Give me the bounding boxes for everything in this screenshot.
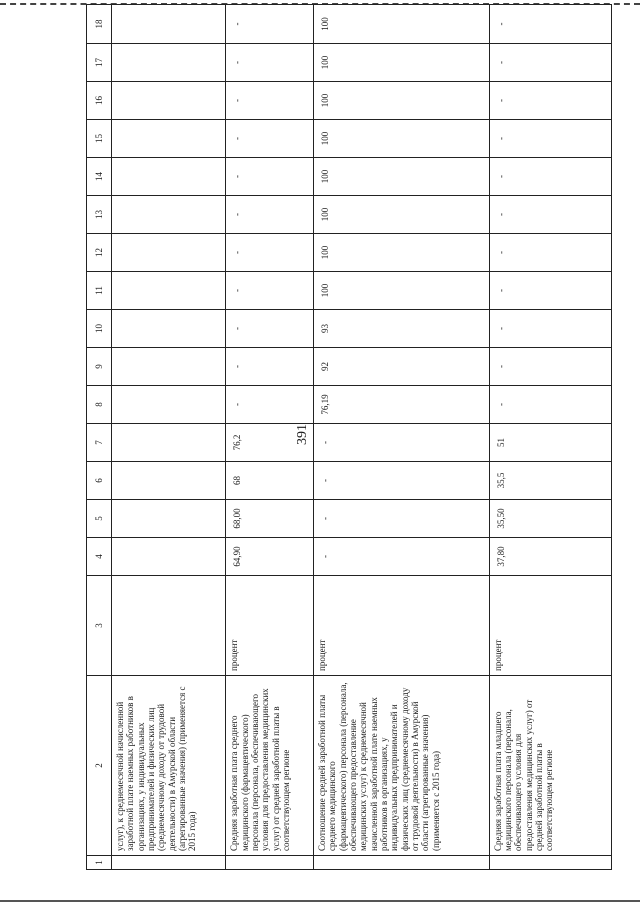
value-cell: - bbox=[489, 120, 611, 158]
value-cell bbox=[112, 462, 226, 500]
value-cell bbox=[112, 82, 226, 120]
value-cell: 100 bbox=[314, 272, 490, 310]
value-cell: - bbox=[226, 82, 314, 120]
column-header: 14 bbox=[87, 158, 112, 196]
value-cell: - bbox=[226, 44, 314, 82]
column-header: 15 bbox=[87, 120, 112, 158]
value-cell bbox=[112, 44, 226, 82]
column-header: 4 bbox=[87, 538, 112, 576]
column-header: 12 bbox=[87, 234, 112, 272]
value-cell bbox=[112, 158, 226, 196]
unit-cell: процент bbox=[314, 576, 490, 676]
column-header: 2 bbox=[87, 676, 112, 856]
value-cell bbox=[112, 196, 226, 234]
value-cell bbox=[112, 310, 226, 348]
value-cell: - bbox=[226, 120, 314, 158]
column-header: 8 bbox=[87, 386, 112, 424]
value-cell: 68 bbox=[226, 462, 314, 500]
value-cell: 100 bbox=[314, 44, 490, 82]
value-cell: - bbox=[489, 82, 611, 120]
value-cell: 37,80 bbox=[489, 538, 611, 576]
row-number-cell bbox=[314, 856, 490, 870]
header-row bbox=[87, 5, 112, 870]
value-cell: - bbox=[314, 424, 490, 462]
row-number-cell bbox=[112, 856, 226, 870]
value-cell: - bbox=[489, 310, 611, 348]
bottom-border bbox=[0, 900, 640, 902]
value-cell bbox=[112, 348, 226, 386]
value-cell: 64,90 bbox=[226, 538, 314, 576]
column-header: 10 bbox=[87, 310, 112, 348]
value-cell: 100 bbox=[314, 196, 490, 234]
value-cell: - bbox=[489, 234, 611, 272]
unit-cell: процент bbox=[226, 576, 314, 676]
indicator-name-cell: Средняя заработная плата среднего медицинского (фармацевтического) персонала (персонала, обеспечивающего условия для предоставления медицинских услуг) от средней заработной платы в соответствующем регионе bbox=[226, 676, 314, 856]
row-number-cell bbox=[226, 856, 314, 870]
column-header: 11 bbox=[87, 272, 112, 310]
value-cell: - bbox=[226, 272, 314, 310]
unit-cell: процент bbox=[489, 576, 611, 676]
indicator-name-cell: Средняя заработная плата младшего медицинского персонала (персонала, обеспечивающего условия для предоставления медицинских услуг) от средней заработной платы в соответствующем регионе bbox=[489, 676, 611, 856]
value-cell: - bbox=[226, 348, 314, 386]
value-cell: - bbox=[314, 500, 490, 538]
table-row bbox=[226, 5, 314, 870]
indicator-name-cell: Соотношение средней заработной платы среднего медицинского (фармацевтического) персонала (персонала, обеспечивающего предоставление медицинских услуг) к среднемесячной начисленной заработной плате наемных работников в организациях, у индивидуальных предпринимателей и физических лиц (среднемесячному доходу от трудовой деятельности) в Амурской области (агрегированные значения) (применяется с 2015 года) bbox=[314, 676, 490, 856]
value-cell: 100 bbox=[314, 82, 490, 120]
value-cell: - bbox=[226, 310, 314, 348]
value-cell: - bbox=[226, 5, 314, 44]
value-cell bbox=[112, 5, 226, 44]
value-cell: - bbox=[489, 386, 611, 424]
column-header: 18 bbox=[87, 5, 112, 44]
value-cell: - bbox=[489, 196, 611, 234]
data-table bbox=[86, 4, 612, 870]
value-cell: 100 bbox=[314, 158, 490, 196]
value-cell: 51 bbox=[489, 424, 611, 462]
value-cell: - bbox=[489, 5, 611, 44]
value-cell: 68,00 bbox=[226, 500, 314, 538]
value-cell bbox=[112, 120, 226, 158]
indicator-name-cell: услуг), к среднемесячной начисленной заработной плате наемных работников в организациях, у индивидуальных предпринимателей и физических лиц (среднемесячному доходу от трудовой деятельности) в Амурской области (агрегированные значения) (применяется с 2015 года) bbox=[112, 676, 226, 856]
value-cell: - bbox=[226, 158, 314, 196]
value-cell: - bbox=[489, 348, 611, 386]
value-cell: - bbox=[226, 386, 314, 424]
value-cell: 35,5 bbox=[489, 462, 611, 500]
value-cell: 35,50 bbox=[489, 500, 611, 538]
value-cell bbox=[112, 424, 226, 462]
value-cell: 100 bbox=[314, 5, 490, 44]
column-header: 6 bbox=[87, 462, 112, 500]
column-header: 7 bbox=[87, 424, 112, 462]
value-cell bbox=[112, 500, 226, 538]
column-header: 5 bbox=[87, 500, 112, 538]
value-cell: - bbox=[489, 44, 611, 82]
value-cell: - bbox=[489, 158, 611, 196]
table-row bbox=[112, 5, 226, 870]
data-table-container bbox=[86, 5, 612, 870]
table-row bbox=[314, 5, 490, 870]
column-header: 1 bbox=[87, 856, 112, 870]
value-cell: - bbox=[314, 538, 490, 576]
value-cell bbox=[112, 386, 226, 424]
value-cell bbox=[112, 538, 226, 576]
column-header: 3 bbox=[87, 576, 112, 676]
value-cell: 93 bbox=[314, 310, 490, 348]
column-header: 16 bbox=[87, 82, 112, 120]
value-cell bbox=[112, 234, 226, 272]
value-cell: 100 bbox=[314, 234, 490, 272]
value-cell: 76,19 bbox=[314, 386, 490, 424]
table-row bbox=[489, 5, 611, 870]
value-cell: - bbox=[489, 272, 611, 310]
value-cell: 100 bbox=[314, 120, 490, 158]
value-cell: - bbox=[314, 462, 490, 500]
column-header: 9 bbox=[87, 348, 112, 386]
value-cell: 92 bbox=[314, 348, 490, 386]
column-header: 13 bbox=[87, 196, 112, 234]
value-cell: 76,2 bbox=[226, 424, 314, 462]
column-header: 17 bbox=[87, 44, 112, 82]
unit-cell bbox=[112, 576, 226, 676]
value-cell: - bbox=[226, 196, 314, 234]
value-cell: - bbox=[226, 234, 314, 272]
value-cell bbox=[112, 272, 226, 310]
row-number-cell bbox=[489, 856, 611, 870]
